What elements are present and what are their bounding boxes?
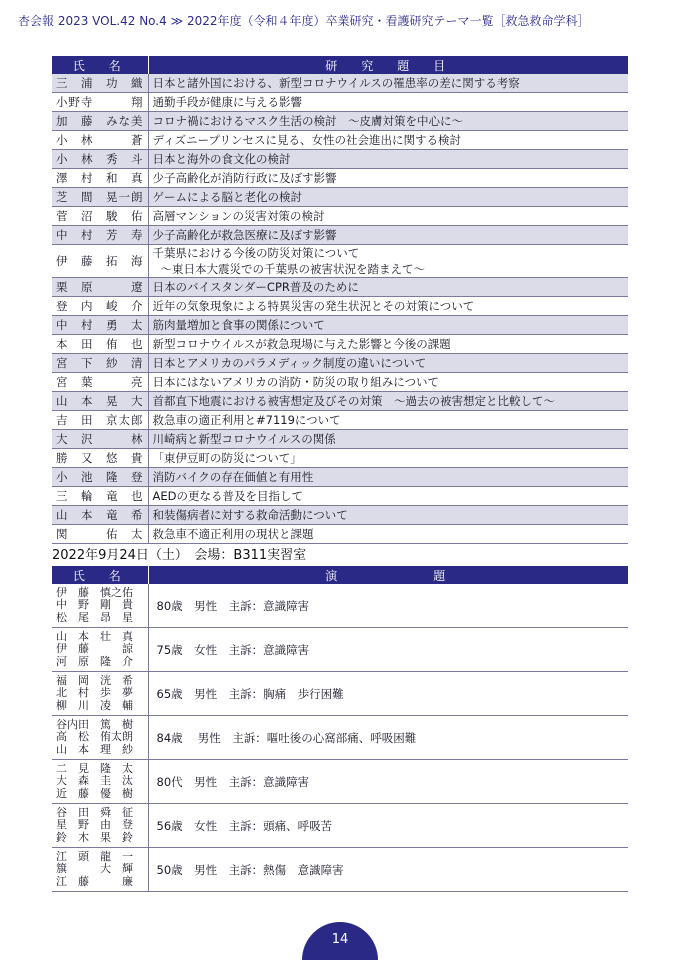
student-name: 栗 原 遼	[52, 278, 148, 297]
research-title: 首都直下地震における被害想定及びその対策 ～過去の被害想定と比較して～	[152, 394, 555, 408]
table-row	[52, 525, 628, 544]
column-header-name: 氏 名	[52, 56, 148, 74]
case-topic: 65歳 男性 主訴：胸痛 歩行困難	[148, 672, 628, 716]
presenter-name: 江 頭 龍 一	[56, 849, 133, 863]
research-title-cell	[148, 525, 628, 544]
presenter-name: 大 森 圭 汰	[56, 774, 133, 788]
student-name: 小 林 蒼	[52, 131, 148, 150]
student-name: 山 本 晃 大	[52, 392, 148, 411]
research-title-cell	[148, 278, 628, 297]
table-row	[52, 373, 628, 392]
student-name: 登 内 峻 介	[52, 297, 148, 316]
case-topic: 84歳 男性 主訴：嘔吐後の心窩部痛、呼吸困難	[148, 716, 628, 760]
research-title-cell	[148, 207, 628, 226]
table-header-row	[52, 566, 628, 584]
table-row	[52, 245, 628, 278]
presenter-name: 北 村 歩 夢	[56, 686, 133, 700]
research-title: 消防バイクの存在価値と有用性	[152, 470, 314, 484]
table-row	[52, 169, 628, 188]
presenter-name: 近 藤 優 樹	[56, 786, 133, 800]
research-title-cell	[148, 335, 628, 354]
student-name: 関 佑 太	[52, 525, 148, 544]
table-row	[52, 93, 628, 112]
table-row	[52, 297, 628, 316]
table-row	[52, 848, 628, 892]
table-row	[52, 150, 628, 169]
research-title: 日本と諸外国における、新型コロナウイルスの罹患率の差に関する考察	[152, 76, 520, 90]
research-title-cell	[148, 169, 628, 188]
student-name: 宮 下 紗 清	[52, 354, 148, 373]
research-title: AEDの更なる普及を目指して	[152, 489, 303, 503]
student-name: 中 村 芳 寿	[52, 226, 148, 245]
column-header-name: 氏 名	[52, 566, 148, 584]
case-topic: 80代 男性 主訴：意識障害	[148, 760, 628, 804]
presenter-name: 鈴 木 果 鈴	[56, 830, 133, 844]
research-title: 救急車の適正利用と#7119について	[152, 413, 341, 427]
student-name: 小野寺 翔	[52, 93, 148, 112]
table-row	[52, 74, 628, 93]
student-name: 小 池 隆 登	[52, 468, 148, 487]
research-title-cell	[148, 411, 628, 430]
presenter-names	[52, 584, 148, 628]
research-title: 少子高齢化が消防行政に及ぼす影響	[152, 171, 337, 185]
research-title-cell	[148, 112, 628, 131]
presenter-name: 江 藤 廉	[56, 874, 133, 888]
session-info: 2022年9月24日（土） 会場：B311実習室	[52, 548, 307, 563]
research-title-cell	[148, 392, 628, 411]
table-row	[52, 335, 628, 354]
student-name: 大 沢 林	[52, 430, 148, 449]
table-row	[52, 628, 628, 672]
student-name: 三 輪 竜 也	[52, 487, 148, 506]
research-title: 日本と海外の食文化の検討	[152, 152, 291, 166]
presenter-names	[52, 848, 148, 892]
presenter-names	[52, 672, 148, 716]
research-title: 日本とアメリカのパラメディック制度の違いについて	[152, 356, 427, 370]
research-title-cell	[148, 131, 628, 150]
table-row	[52, 804, 628, 848]
presenter-name: 簱 大 輝	[56, 862, 133, 876]
page-header: 杏会報 2023 VOL.42 No.4 ≫ 2022年度（令和４年度）卒業研究・看護研究テーマ一覧［救急救命学科］	[18, 14, 590, 28]
case-topic: 50歳 男性 主訴：熱傷 意識障害	[148, 848, 628, 892]
student-name: 中 村 勇 太	[52, 316, 148, 335]
presenter-name: 二 見 隆 太	[56, 761, 133, 775]
presenter-name: 伊 藤 諒	[56, 642, 133, 656]
presenter-name: 谷 田 舜 征	[56, 805, 133, 819]
student-name: 勝 又 悠 貴	[52, 449, 148, 468]
research-title: ゲームによる脳と老化の検討	[152, 190, 302, 204]
student-name: 吉 田 京太郎	[52, 411, 148, 430]
table-row	[52, 354, 628, 373]
presenter-name: 中 野 剛 貴	[56, 598, 133, 612]
page-number: 14	[302, 922, 378, 960]
case-topic: 75歳 女性 主訴：意識障害	[148, 628, 628, 672]
presenter-names	[52, 804, 148, 848]
table-row	[52, 188, 628, 207]
research-subtitle: ～東日本大震災での千葉県の被害状況を踏まえて～	[160, 262, 425, 276]
table-row	[52, 226, 628, 245]
research-title: 通勤手段が健康に与える影響	[152, 95, 302, 109]
presenter-names	[52, 628, 148, 672]
student-name: 本 田 侑 也	[52, 335, 148, 354]
table-row	[52, 411, 628, 430]
research-topics-table	[52, 56, 628, 544]
table-row	[52, 392, 628, 411]
case-topic: 80歳 男性 主訴：意識障害	[148, 584, 628, 628]
student-name: 芝 間 晃一朗	[52, 188, 148, 207]
student-name: 小 林 秀 斗	[52, 150, 148, 169]
research-title: 少子高齢化が救急医療に及ぼす影響	[152, 228, 337, 242]
presenter-names	[52, 760, 148, 804]
table-row	[52, 131, 628, 150]
table-row	[52, 430, 628, 449]
research-title-cell	[148, 430, 628, 449]
research-title: 近年の気象現象による特異災害の発生状況とその対策について	[152, 299, 475, 313]
presenter-name: 伊 藤 慎之佑	[56, 585, 133, 599]
research-title-cell	[148, 188, 628, 207]
presenter-name: 河 原 隆 介	[56, 654, 133, 668]
presenter-name: 高 松 侑太朗	[56, 730, 133, 744]
research-title-cell	[148, 74, 628, 93]
research-title-cell	[148, 373, 628, 392]
student-name: 宮 葉 亮	[52, 373, 148, 392]
student-name: 菅 沼 駿 佑	[52, 207, 148, 226]
research-title: 川崎病と新型コロナウイルスの関係	[152, 432, 336, 446]
table-row	[52, 112, 628, 131]
research-title-cell	[148, 506, 628, 525]
table-row	[52, 716, 628, 760]
research-title: ディズニープリンセスに見る、女性の社会進出に関する検討	[152, 133, 462, 147]
student-name: 三 浦 功 織	[52, 74, 148, 93]
table-header-row	[52, 56, 628, 74]
presenter-name: 山 本 理 紗	[56, 742, 133, 756]
research-title-cell	[148, 449, 628, 468]
table-row	[52, 316, 628, 335]
research-title-cell	[148, 487, 628, 506]
research-title: 筋肉量増加と食事の関係について	[152, 318, 325, 332]
research-title-cell	[148, 297, 628, 316]
research-title-cell	[148, 150, 628, 169]
research-title: 日本にはないアメリカの消防・防災の取り組みについて	[152, 375, 439, 389]
research-title: 「東伊豆町の防災について」	[152, 451, 302, 465]
student-name: 伊 藤 拓 海	[52, 245, 148, 278]
research-title: 高層マンションの災害対策の検討	[152, 209, 325, 223]
presenter-name: 谷内田 篤 樹	[56, 717, 133, 731]
research-title: 日本のバイスタンダーCPR普及のために	[152, 280, 359, 294]
table-row	[52, 278, 628, 297]
table-row	[52, 207, 628, 226]
table-row	[52, 468, 628, 487]
research-title: 救急車不適正利用の現状と課題	[152, 527, 314, 541]
presenter-name: 山 本 壮 真	[56, 629, 133, 643]
column-header-topic: 演 題	[148, 566, 628, 584]
column-header-title: 研 究 題 目	[148, 56, 628, 74]
presenter-names	[52, 716, 148, 760]
table-row	[52, 760, 628, 804]
table-row	[52, 672, 628, 716]
research-title-cell	[148, 226, 628, 245]
research-title-cell	[148, 245, 628, 278]
research-title: コロナ禍におけるマスク生活の検討 ～皮膚対策を中心に～	[152, 114, 463, 128]
student-name: 加 藤 みな美	[52, 112, 148, 131]
research-title: 千葉県における今後の防災対策について	[152, 246, 360, 260]
presenter-name: 星 野 由 登	[56, 818, 133, 832]
table-row	[52, 449, 628, 468]
case-topic: 56歳 女性 主訴：頭痛、呼吸苦	[148, 804, 628, 848]
presenter-name: 松 尾 昂 星	[56, 610, 133, 624]
research-title: 新型コロナウイルスが救急現場に与えた影響と今後の課題	[152, 337, 451, 351]
research-title-cell	[148, 93, 628, 112]
table-row	[52, 584, 628, 628]
case-presentations-table	[52, 566, 628, 892]
research-title-cell	[148, 354, 628, 373]
student-name: 澤 村 和 真	[52, 169, 148, 188]
research-title-cell	[148, 316, 628, 335]
presenter-name: 柳 川 凌 輔	[56, 698, 133, 712]
presenter-name: 福 岡 洸 希	[56, 673, 133, 687]
research-title: 和装傷病者に対する救命活動について	[152, 508, 348, 522]
table-row	[52, 506, 628, 525]
table-row	[52, 487, 628, 506]
student-name: 山 本 竜 希	[52, 506, 148, 525]
research-title-cell	[148, 468, 628, 487]
